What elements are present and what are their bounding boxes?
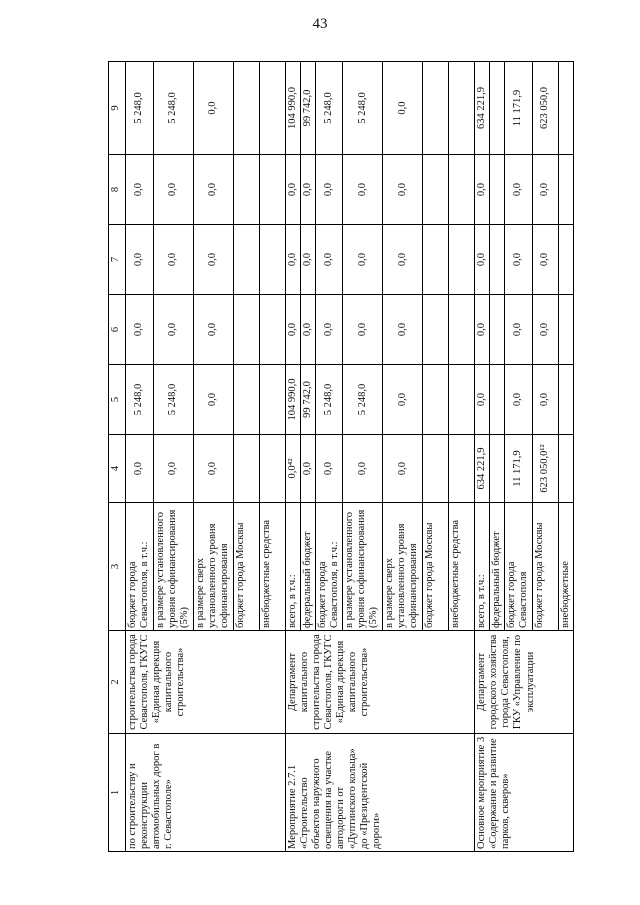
amount-cell-c4: 0,0 xyxy=(154,435,194,503)
amount-cell-c4 xyxy=(449,435,475,503)
amount-cell-c8: 0,0 xyxy=(475,155,490,225)
amount-cell-c8 xyxy=(234,155,260,225)
amount-cell-c4: 0,0⁴² xyxy=(286,435,301,503)
amount-cell-c9: 5 248,0 xyxy=(154,62,194,155)
amount-cell-c5: 0,0 xyxy=(532,365,558,435)
header-cell: 7 xyxy=(109,225,126,295)
amount-cell-c5: 5 248,0 xyxy=(343,365,383,435)
amount-cell-c7: 0,0 xyxy=(532,225,558,295)
table-row xyxy=(475,62,490,852)
executor-cell: строительства города Севастополя, ГКУГС «Единая дирекция капитального строительства» xyxy=(126,631,286,734)
amount-cell-c6 xyxy=(260,295,286,365)
amount-cell-c7 xyxy=(234,225,260,295)
amount-cell-c7 xyxy=(260,225,286,295)
amount-cell-c5 xyxy=(558,365,573,435)
amount-cell-c6 xyxy=(449,295,475,365)
amount-cell-c5: 104 990,0 xyxy=(286,365,301,435)
amount-cell-c6 xyxy=(490,295,505,365)
amount-cell-c8: 0,0 xyxy=(126,155,154,225)
amount-cell-c9 xyxy=(234,62,260,155)
funding-source-cell: в размере установленного уровня софинансирования (5%) xyxy=(343,503,383,631)
funding-source-cell: внебюджетные средства xyxy=(260,503,286,631)
amount-cell-c7: 0,0 xyxy=(505,225,532,295)
amount-cell-c6: 0,0 xyxy=(126,295,154,365)
amount-cell-c5 xyxy=(234,365,260,435)
amount-cell-c9 xyxy=(490,62,505,155)
amount-cell-c4 xyxy=(260,435,286,503)
amount-cell-c9: 5 248,0 xyxy=(126,62,154,155)
amount-cell-c7: 0,0 xyxy=(343,225,383,295)
amount-cell-c7: 0,0 xyxy=(154,225,194,295)
amount-cell-c8 xyxy=(449,155,475,225)
funding-source-cell: внебюджетные xyxy=(558,503,573,631)
amount-cell-c8: 0,0 xyxy=(286,155,301,225)
funding-source-cell: всего, в т.ч.: xyxy=(286,503,301,631)
header-cell: 3 xyxy=(109,503,126,631)
amount-cell-c9: 99 742,0 xyxy=(301,62,316,155)
amount-cell-c4 xyxy=(423,435,449,503)
amount-cell-c5: 0,0 xyxy=(475,365,490,435)
funding-source-cell: федеральный бюджет xyxy=(301,503,316,631)
amount-cell-c6: 0,0 xyxy=(343,295,383,365)
funding-source-cell: всего, в т.ч.: xyxy=(475,503,490,631)
amount-cell-c4: 0,0 xyxy=(343,435,383,503)
amount-cell-c4: 623 050,0¹² xyxy=(532,435,558,503)
amount-cell-c8 xyxy=(260,155,286,225)
executor-cell: Департамент городского хозяйства города Севастополя, ГКУ «Управление по эксплуатации xyxy=(475,631,573,734)
amount-cell-c8: 0,0 xyxy=(194,155,234,225)
amount-cell-c7 xyxy=(490,225,505,295)
amount-cell-c4: 11 171,9 xyxy=(505,435,532,503)
header-cell: 4 xyxy=(109,435,126,503)
funding-source-cell: федеральный бюджет xyxy=(490,503,505,631)
amount-cell-c5 xyxy=(490,365,505,435)
amount-cell-c7: 0,0 xyxy=(383,225,423,295)
header-cell: 8 xyxy=(109,155,126,225)
funding-source-cell: бюджет города Севастополя, в т.ч.: xyxy=(126,503,154,631)
amount-cell-c6: 0,0 xyxy=(154,295,194,365)
amount-cell-c6: 0,0 xyxy=(532,295,558,365)
amount-cell-c7 xyxy=(558,225,573,295)
amount-cell-c6 xyxy=(234,295,260,365)
amount-cell-c8 xyxy=(490,155,505,225)
header-cell: 1 xyxy=(109,734,126,852)
amount-cell-c4 xyxy=(234,435,260,503)
amount-cell-c4 xyxy=(558,435,573,503)
amount-cell-c5 xyxy=(260,365,286,435)
amount-cell-c8: 0,0 xyxy=(343,155,383,225)
amount-cell-c4: 0,0 xyxy=(126,435,154,503)
amount-cell-c9: 5 248,0 xyxy=(316,62,343,155)
amount-cell-c5: 99 742,0 xyxy=(301,365,316,435)
amount-cell-c9: 623 050,0 xyxy=(532,62,558,155)
amount-cell-c9 xyxy=(558,62,573,155)
amount-cell-c7: 0,0 xyxy=(316,225,343,295)
amount-cell-c7: 0,0 xyxy=(286,225,301,295)
header-cell: 6 xyxy=(109,295,126,365)
amount-cell-c7: 0,0 xyxy=(475,225,490,295)
funding-source-cell: в размере сверх установленного уровня софинансирования xyxy=(194,503,234,631)
activity-name-cell: Основное мероприятие 3 «Содержание и развитие парков, скверов» xyxy=(475,734,573,852)
amount-cell-c4: 0,0 xyxy=(194,435,234,503)
rotated-table-area xyxy=(108,62,571,852)
amount-cell-c6 xyxy=(558,295,573,365)
amount-cell-c8: 0,0 xyxy=(383,155,423,225)
amount-cell-c5: 0,0 xyxy=(194,365,234,435)
budget-table xyxy=(108,61,574,852)
activity-name-cell: Мероприятие 2.7.1 «Строительство объектов наружного освещения на участке автодороги от «Дуптинского кольца» до «Президентской дороги» xyxy=(286,734,475,852)
executor-cell: Департамент капитального строительства города Севастополя, ГКУГС «Единая дирекция капитального строительства» xyxy=(286,631,475,734)
amount-cell-c6: 0,0 xyxy=(383,295,423,365)
amount-cell-c5: 5 248,0 xyxy=(316,365,343,435)
funding-source-cell: бюджет города Москвы xyxy=(423,503,449,631)
amount-cell-c8: 0,0 xyxy=(532,155,558,225)
amount-cell-c6 xyxy=(423,295,449,365)
funding-source-cell: бюджет города Севастополя, в т.ч.: xyxy=(316,503,343,631)
header-cell: 9 xyxy=(109,62,126,155)
rotated-table xyxy=(108,62,571,852)
funding-source-cell: внебюджетные средства xyxy=(449,503,475,631)
amount-cell-c5: 5 248,0 xyxy=(126,365,154,435)
amount-cell-c6: 0,0 xyxy=(475,295,490,365)
amount-cell-c8 xyxy=(558,155,573,225)
amount-cell-c5 xyxy=(423,365,449,435)
amount-cell-c4 xyxy=(490,435,505,503)
amount-cell-c8: 0,0 xyxy=(316,155,343,225)
amount-cell-c9 xyxy=(423,62,449,155)
amount-cell-c9: 5 248,0 xyxy=(343,62,383,155)
amount-cell-c5: 0,0 xyxy=(505,365,532,435)
amount-cell-c9: 104 990,0 xyxy=(286,62,301,155)
funding-source-cell: в размере сверх установленного уровня софинансирования xyxy=(383,503,423,631)
amount-cell-c8: 0,0 xyxy=(505,155,532,225)
amount-cell-c6: 0,0 xyxy=(286,295,301,365)
activity-name-cell: по строительству и реконструкции автомобильных дорог в г. Севастополе» xyxy=(126,734,286,852)
amount-cell-c7: 0,0 xyxy=(301,225,316,295)
amount-cell-c6: 0,0 xyxy=(505,295,532,365)
amount-cell-c4: 0,0 xyxy=(316,435,343,503)
table-row xyxy=(286,62,301,852)
header-row xyxy=(109,62,126,852)
amount-cell-c9: 0,0 xyxy=(194,62,234,155)
amount-cell-c7 xyxy=(423,225,449,295)
amount-cell-c4: 0,0 xyxy=(383,435,423,503)
amount-cell-c7 xyxy=(449,225,475,295)
amount-cell-c8: 0,0 xyxy=(154,155,194,225)
amount-cell-c9: 0,0 xyxy=(383,62,423,155)
amount-cell-c8 xyxy=(423,155,449,225)
amount-cell-c9 xyxy=(260,62,286,155)
header-cell: 2 xyxy=(109,631,126,734)
amount-cell-c6: 0,0 xyxy=(194,295,234,365)
page-number: 43 xyxy=(312,16,328,32)
amount-cell-c9: 634 221,9 xyxy=(475,62,490,155)
amount-cell-c8: 0,0 xyxy=(301,155,316,225)
table-row xyxy=(126,62,154,852)
funding-source-cell: бюджет города Севастополя xyxy=(505,503,532,631)
amount-cell-c7: 0,0 xyxy=(194,225,234,295)
amount-cell-c6: 0,0 xyxy=(301,295,316,365)
amount-cell-c4: 634 221,9 xyxy=(475,435,490,503)
header-cell: 5 xyxy=(109,365,126,435)
amount-cell-c9 xyxy=(449,62,475,155)
amount-cell-c5: 0,0 xyxy=(383,365,423,435)
amount-cell-c6: 0,0 xyxy=(316,295,343,365)
amount-cell-c9: 11 171,9 xyxy=(505,62,532,155)
amount-cell-c5 xyxy=(449,365,475,435)
amount-cell-c7: 0,0 xyxy=(126,225,154,295)
amount-cell-c5: 5 248,0 xyxy=(154,365,194,435)
funding-source-cell: бюджет города Москвы xyxy=(532,503,558,631)
funding-source-cell: бюджет города Москвы xyxy=(234,503,260,631)
funding-source-cell: в размере установленного уровня софинансирования (5%) xyxy=(154,503,194,631)
amount-cell-c4: 0,0 xyxy=(301,435,316,503)
